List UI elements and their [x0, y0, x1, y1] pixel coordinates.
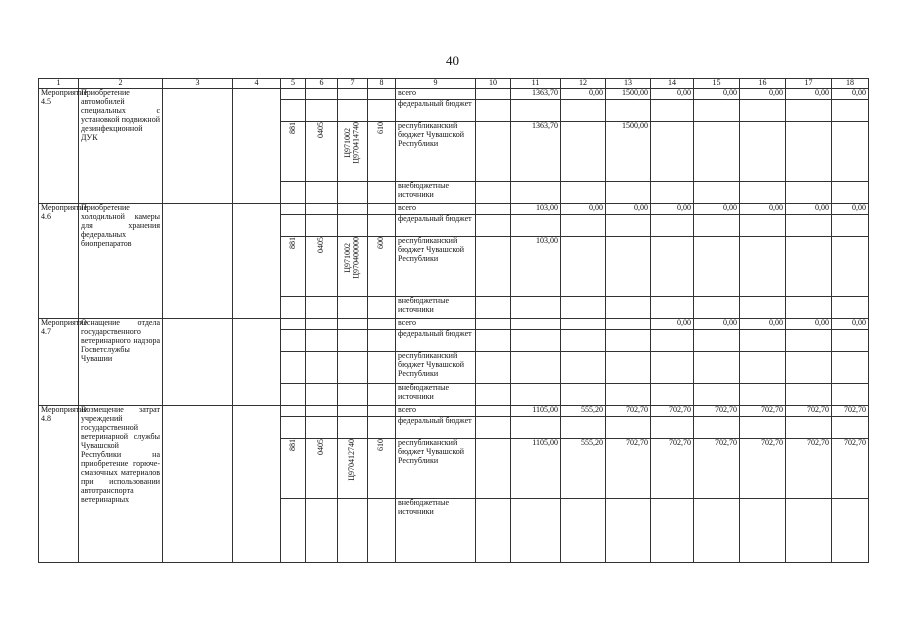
grbs-cell — [281, 182, 306, 204]
amount-cell — [511, 100, 561, 122]
rzpr-cell — [306, 204, 338, 215]
vr-code — [368, 439, 396, 499]
responsible-cell — [163, 319, 233, 406]
csr-cell — [338, 330, 368, 352]
amount-cell: 702,70 — [694, 406, 740, 417]
amount-cell — [511, 384, 561, 406]
amount-cell — [511, 499, 561, 563]
amount-cell — [651, 499, 694, 563]
amount-cell — [786, 122, 832, 182]
vr-cell — [368, 100, 396, 122]
responsible-cell — [163, 406, 233, 563]
rzpr-code-text: 0405 — [316, 237, 326, 253]
vr-cell — [368, 406, 396, 417]
amount-cell — [832, 417, 869, 439]
rzpr-code-text: 0405 — [316, 122, 326, 138]
csr-cell — [338, 100, 368, 122]
amount-cell — [740, 237, 786, 297]
amount-cell — [651, 352, 694, 384]
grbs-cell — [281, 384, 306, 406]
rzpr-cell — [306, 406, 338, 417]
funding-source: республиканский бюджет Чувашской Республики — [396, 122, 476, 182]
participants-cell — [233, 406, 281, 563]
amount-cell: 0,00 — [694, 319, 740, 330]
amount-cell: 0,00 — [786, 204, 832, 215]
amount-cell: 0,00 — [786, 89, 832, 100]
amount-cell: 1363,70 — [511, 122, 561, 182]
amount-cell — [606, 319, 651, 330]
grbs-cell — [281, 499, 306, 563]
column-header: 7 — [338, 79, 368, 89]
amount-cell — [511, 417, 561, 439]
amount-cell — [832, 100, 869, 122]
budget-table — [38, 78, 869, 563]
amount-cell — [476, 297, 511, 319]
amount-cell — [511, 352, 561, 384]
amount-cell: 103,00 — [511, 204, 561, 215]
amount-cell — [832, 297, 869, 319]
amount-cell: 0,00 — [561, 89, 606, 100]
funding-source: федеральный бюджет — [396, 100, 476, 122]
vr-code — [368, 237, 396, 297]
vr-cell — [368, 384, 396, 406]
amount-cell — [561, 330, 606, 352]
rzpr-code-text: 0405 — [316, 439, 326, 455]
amount-cell — [651, 237, 694, 297]
amount-cell — [476, 384, 511, 406]
amount-cell — [511, 182, 561, 204]
column-header: 12 — [561, 79, 606, 89]
amount-cell: 702,70 — [606, 406, 651, 417]
amount-cell: 0,00 — [561, 204, 606, 215]
amount-cell — [476, 89, 511, 100]
amount-cell — [651, 384, 694, 406]
column-number-row — [39, 79, 869, 89]
amount-cell: 0,00 — [606, 204, 651, 215]
measure-total-row — [39, 406, 869, 417]
vr-cell — [368, 499, 396, 563]
rzpr-cell — [306, 297, 338, 319]
csr-code — [338, 352, 368, 384]
grbs-code — [281, 122, 306, 182]
amount-cell — [740, 417, 786, 439]
grbs-cell — [281, 100, 306, 122]
amount-cell — [476, 122, 511, 182]
csr-cell — [338, 499, 368, 563]
participants-cell — [233, 204, 281, 319]
amount-cell — [476, 499, 511, 563]
rzpr-code — [306, 439, 338, 499]
amount-cell — [511, 319, 561, 330]
amount-cell: 0,00 — [832, 204, 869, 215]
column-header: 1 — [39, 79, 79, 89]
vr-cell — [368, 89, 396, 100]
amount-cell — [651, 215, 694, 237]
amount-cell — [786, 100, 832, 122]
rzpr-cell — [306, 499, 338, 563]
measure-name: Приобретение автомобилей специальных с установкой подвижной дезинфекционной ДУК — [79, 89, 163, 204]
amount-cell — [651, 182, 694, 204]
vr-cell — [368, 330, 396, 352]
vr-code-text: 610 — [376, 439, 386, 451]
rzpr-cell — [306, 417, 338, 439]
grbs-cell — [281, 406, 306, 417]
funding-source: федеральный бюджет — [396, 330, 476, 352]
column-header: 9 — [396, 79, 476, 89]
rzpr-cell — [306, 330, 338, 352]
amount-cell — [606, 384, 651, 406]
amount-cell — [740, 182, 786, 204]
vr-code-text: 610 — [376, 122, 386, 134]
rzpr-cell — [306, 100, 338, 122]
amount-cell: 702,70 — [740, 406, 786, 417]
amount-cell — [786, 215, 832, 237]
amount-cell — [651, 122, 694, 182]
participants-cell — [233, 89, 281, 204]
csr-cell — [338, 204, 368, 215]
amount-cell: 0,00 — [651, 319, 694, 330]
amount-cell — [786, 330, 832, 352]
grbs-code-text: 881 — [287, 122, 297, 134]
amount-cell: 1500,00 — [606, 89, 651, 100]
amount-cell — [561, 297, 606, 319]
column-header: 14 — [651, 79, 694, 89]
amount-cell — [832, 182, 869, 204]
amount-cell — [476, 319, 511, 330]
amount-cell — [561, 319, 606, 330]
column-header: 8 — [368, 79, 396, 89]
grbs-cell — [281, 319, 306, 330]
amount-cell: 555,20 — [561, 439, 606, 499]
column-header: 2 — [79, 79, 163, 89]
amount-cell — [561, 417, 606, 439]
amount-cell: 1500,00 — [606, 122, 651, 182]
amount-cell — [651, 100, 694, 122]
rzpr-cell — [306, 319, 338, 330]
amount-cell: 103,00 — [511, 237, 561, 297]
csr-cell — [338, 182, 368, 204]
amount-cell — [476, 182, 511, 204]
amount-cell — [740, 384, 786, 406]
grbs-code-text: 881 — [287, 237, 297, 249]
rzpr-cell — [306, 182, 338, 204]
csr-cell — [338, 215, 368, 237]
amount-cell — [476, 439, 511, 499]
vr-cell — [368, 182, 396, 204]
measure-name: Возмещение затрат учреждений государственной ветеринарной службы Чувашской Республики на приобретение горюче-смазочных материалов при использовании автотранспорта ветеринарных — [79, 406, 163, 563]
amount-cell: 702,70 — [606, 439, 651, 499]
grbs-code — [281, 439, 306, 499]
grbs-code — [281, 237, 306, 297]
amount-cell: 0,00 — [694, 89, 740, 100]
grbs-cell — [281, 330, 306, 352]
amount-cell — [740, 122, 786, 182]
amount-cell — [786, 384, 832, 406]
vr-code — [368, 352, 396, 384]
funding-source: внебюджетные источники — [396, 182, 476, 204]
amount-cell — [561, 100, 606, 122]
amount-cell: 0,00 — [651, 89, 694, 100]
amount-cell — [476, 417, 511, 439]
amount-cell — [561, 122, 606, 182]
amount-cell: 1105,00 — [511, 406, 561, 417]
amount-cell — [561, 384, 606, 406]
funding-source: республиканский бюджет Чувашской Республики — [396, 237, 476, 297]
csr-code — [338, 439, 368, 499]
amount-cell — [651, 330, 694, 352]
amount-cell — [606, 182, 651, 204]
amount-cell: 0,00 — [740, 204, 786, 215]
amount-cell — [561, 352, 606, 384]
amount-cell — [694, 417, 740, 439]
grbs-cell — [281, 215, 306, 237]
responsible-cell — [163, 89, 233, 204]
measure-total-row — [39, 319, 869, 330]
amount-cell — [786, 237, 832, 297]
amount-cell — [606, 499, 651, 563]
amount-cell — [606, 100, 651, 122]
column-header: 4 — [233, 79, 281, 89]
funding-source: всего — [396, 406, 476, 417]
funding-source: федеральный бюджет — [396, 215, 476, 237]
amount-cell — [740, 100, 786, 122]
amount-cell — [511, 297, 561, 319]
amount-cell — [476, 330, 511, 352]
csr-cell — [338, 406, 368, 417]
amount-cell: 702,70 — [832, 439, 869, 499]
column-header: 5 — [281, 79, 306, 89]
rzpr-code — [306, 237, 338, 297]
csr-code — [338, 122, 368, 182]
funding-source: внебюджетные источники — [396, 499, 476, 563]
column-header: 11 — [511, 79, 561, 89]
column-header: 3 — [163, 79, 233, 89]
amount-cell: 702,70 — [786, 439, 832, 499]
amount-cell: 702,70 — [651, 439, 694, 499]
measure-name: Приобретение холодильной камеры для хранения федеральных биопрепаратов — [79, 204, 163, 319]
measure-total-row — [39, 204, 869, 215]
funding-source: всего — [396, 89, 476, 100]
amount-cell — [476, 204, 511, 215]
csr-cell — [338, 384, 368, 406]
amount-cell — [740, 330, 786, 352]
rzpr-cell — [306, 384, 338, 406]
amount-cell: 702,70 — [740, 439, 786, 499]
amount-cell — [832, 352, 869, 384]
funding-source: внебюджетные источники — [396, 384, 476, 406]
amount-cell — [651, 297, 694, 319]
csr-cell — [338, 89, 368, 100]
amount-cell — [832, 384, 869, 406]
amount-cell: 702,70 — [694, 439, 740, 499]
rzpr-cell — [306, 89, 338, 100]
amount-cell — [606, 330, 651, 352]
amount-cell — [476, 352, 511, 384]
vr-code-text: 600 — [376, 237, 386, 249]
column-header: 16 — [740, 79, 786, 89]
participants-cell — [233, 319, 281, 406]
amount-cell — [786, 182, 832, 204]
amount-cell — [561, 182, 606, 204]
amount-cell — [694, 237, 740, 297]
measure-id: Мероприятие 4.5 — [39, 89, 79, 204]
column-header: 15 — [694, 79, 740, 89]
amount-cell — [694, 215, 740, 237]
amount-cell — [694, 182, 740, 204]
column-header: 17 — [786, 79, 832, 89]
amount-cell — [561, 499, 606, 563]
amount-cell — [694, 122, 740, 182]
amount-cell — [606, 215, 651, 237]
grbs-cell — [281, 89, 306, 100]
csr-code-text: Ц971002 Ц970414740 — [343, 122, 361, 164]
amount-cell: 0,00 — [786, 319, 832, 330]
amount-cell — [832, 215, 869, 237]
vr-cell — [368, 417, 396, 439]
grbs-code — [281, 352, 306, 384]
vr-cell — [368, 319, 396, 330]
amount-cell — [786, 297, 832, 319]
amount-cell — [476, 406, 511, 417]
rzpr-cell — [306, 215, 338, 237]
csr-cell — [338, 417, 368, 439]
amount-cell: 0,00 — [651, 204, 694, 215]
measure-id: Мероприятие 4.7 — [39, 319, 79, 406]
amount-cell — [694, 330, 740, 352]
funding-source: республиканский бюджет Чувашской Республики — [396, 352, 476, 384]
amount-cell — [694, 352, 740, 384]
amount-cell: 702,70 — [832, 406, 869, 417]
amount-cell — [740, 297, 786, 319]
amount-cell — [832, 122, 869, 182]
amount-cell: 1105,00 — [511, 439, 561, 499]
responsible-cell — [163, 204, 233, 319]
grbs-cell — [281, 297, 306, 319]
measure-total-row — [39, 89, 869, 100]
amount-cell — [832, 499, 869, 563]
csr-code — [338, 237, 368, 297]
grbs-code-text: 881 — [287, 439, 297, 451]
column-header: 13 — [606, 79, 651, 89]
amount-cell — [740, 352, 786, 384]
amount-cell — [786, 499, 832, 563]
amount-cell — [786, 352, 832, 384]
rzpr-code — [306, 352, 338, 384]
amount-cell — [694, 297, 740, 319]
amount-cell — [476, 237, 511, 297]
funding-source: федеральный бюджет — [396, 417, 476, 439]
amount-cell — [606, 352, 651, 384]
amount-cell: 0,00 — [694, 204, 740, 215]
amount-cell — [606, 417, 651, 439]
funding-source: всего — [396, 204, 476, 215]
amount-cell — [740, 215, 786, 237]
rzpr-code — [306, 122, 338, 182]
amount-cell: 0,00 — [832, 89, 869, 100]
amount-cell: 0,00 — [740, 89, 786, 100]
amount-cell — [694, 100, 740, 122]
funding-source: республиканский бюджет Чувашской Республики — [396, 439, 476, 499]
funding-source: внебюджетные источники — [396, 297, 476, 319]
vr-code — [368, 122, 396, 182]
amount-cell — [651, 417, 694, 439]
amount-cell — [561, 215, 606, 237]
vr-cell — [368, 297, 396, 319]
measure-name: Оснащение отдела государственного ветеринарного надзора Госветслужбы Чувашии — [79, 319, 163, 406]
csr-cell — [338, 319, 368, 330]
column-header: 6 — [306, 79, 338, 89]
amount-cell — [786, 417, 832, 439]
amount-cell — [694, 384, 740, 406]
amount-cell: 1363,70 — [511, 89, 561, 100]
measure-id: Мероприятие 4.6 — [39, 204, 79, 319]
grbs-cell — [281, 417, 306, 439]
amount-cell — [832, 330, 869, 352]
amount-cell: 702,70 — [786, 406, 832, 417]
column-header: 18 — [832, 79, 869, 89]
vr-cell — [368, 204, 396, 215]
page-number: 40 — [446, 53, 459, 68]
amount-cell: 0,00 — [832, 319, 869, 330]
amount-cell — [832, 237, 869, 297]
csr-cell — [338, 297, 368, 319]
column-header: 10 — [476, 79, 511, 89]
grbs-cell — [281, 204, 306, 215]
amount-cell: 555,20 — [561, 406, 606, 417]
amount-cell: 702,70 — [651, 406, 694, 417]
csr-code-text: Ц970412740 — [347, 439, 357, 481]
amount-cell — [694, 499, 740, 563]
funding-source: всего — [396, 319, 476, 330]
amount-cell — [606, 237, 651, 297]
measure-id: Мероприятие 4.8 — [39, 406, 79, 563]
amount-cell — [561, 237, 606, 297]
amount-cell — [476, 100, 511, 122]
amount-cell — [511, 215, 561, 237]
vr-cell — [368, 215, 396, 237]
csr-code-text: Ц971002 Ц970400000 — [343, 237, 361, 279]
amount-cell — [511, 330, 561, 352]
amount-cell: 0,00 — [740, 319, 786, 330]
amount-cell — [740, 499, 786, 563]
amount-cell — [476, 215, 511, 237]
amount-cell — [606, 297, 651, 319]
